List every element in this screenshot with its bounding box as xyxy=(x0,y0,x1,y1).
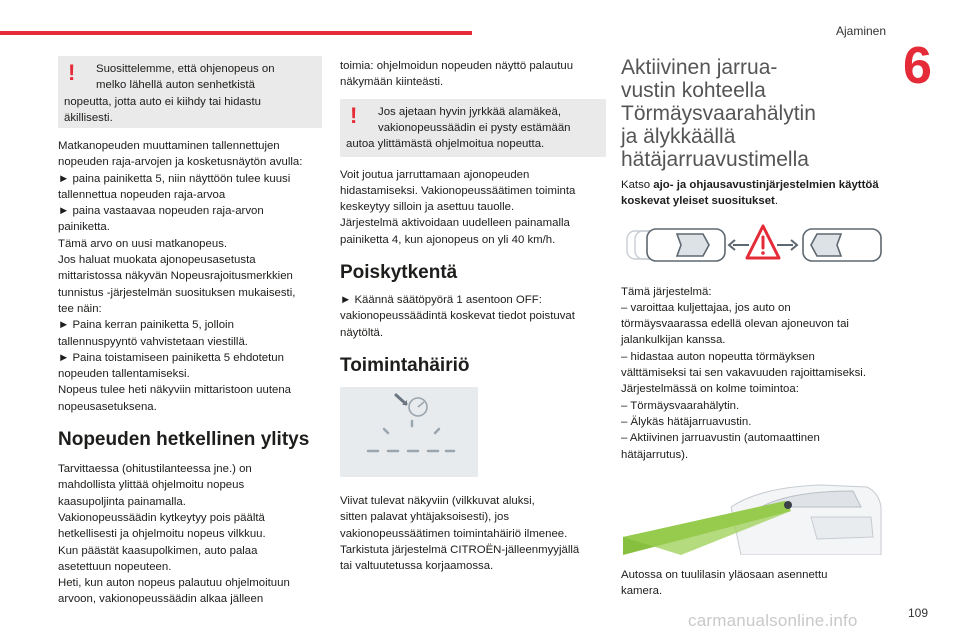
reference-link-text: ajo- ja ohjausavustinjärjestelmien käyttöä koskevat yleiset suositukset xyxy=(621,179,879,208)
text-line: kaasupoljinta painamalla. xyxy=(58,495,186,508)
warning-icon: ! xyxy=(68,60,76,85)
camera-text xyxy=(621,567,883,600)
camera-car-icon xyxy=(621,477,883,555)
column-1 xyxy=(58,56,322,608)
chapter-number: 6 xyxy=(903,37,932,95)
text-line: nopeusasetuksena. xyxy=(58,400,157,413)
text-line: asetettuun nopeuteen. xyxy=(58,560,172,573)
text-line: tunnistus -järjestelmän suosituksen mukaisesti, xyxy=(58,286,296,299)
text-line: – Törmäysvaarahälytin. xyxy=(621,399,740,412)
text-line: Tämä järjestelmä: xyxy=(621,285,712,298)
warning-line: Jos ajetaan hyvin jyrkkää alamäkeä, xyxy=(378,105,561,118)
text-line: tallennuspyyntö vahvistetaan viestillä. xyxy=(58,335,248,348)
text-line: näkymään kiinteästi. xyxy=(340,76,444,89)
text-line: – varoittaa kuljettajaa, jos auto on xyxy=(621,301,791,314)
text-line: hidastamiseksi. Vakionopeussäätimen toiminta xyxy=(340,184,576,197)
text-line: Viivat tulevat näkyviin (vilkkuvat aluksi, xyxy=(340,494,535,507)
text-line: – hidastaa auton nopeutta törmäyksen xyxy=(621,350,815,363)
text-line: toimia: ohjelmoidun nopeuden näyttö palautuu xyxy=(340,60,574,72)
text-line: mittaristossa näkyvän Nopeusrajoitusmerkkien xyxy=(58,270,293,283)
warning-box-downhill xyxy=(340,99,606,157)
text-line: ► Käännä säätöpyörä 1 asentoon OFF: xyxy=(340,294,542,307)
heading-line: ja älykkäällä xyxy=(621,125,736,148)
text-line: Heti, kun auton nopeus palautuu ohjelmoituun xyxy=(58,577,290,590)
heading-line: Aktiivinen jarrua- xyxy=(621,56,778,79)
text-line: Järjestelmä aktivoidaan uudelleen painamalla xyxy=(340,217,570,230)
reference-prefix: Katso xyxy=(621,179,654,191)
speedometer-dashes-icon xyxy=(340,387,478,477)
text-line: törmäysvaarassa edellä olevan ajoneuvon tai xyxy=(621,318,849,331)
braking-text xyxy=(340,167,606,248)
text-line: mahdollista ylittää ohjelmoitu nopeus xyxy=(58,479,245,492)
text-line: Vakionopeussäädin kytkeytyy pois päältä xyxy=(58,511,265,524)
cruise-fault-display-illustration xyxy=(340,387,478,477)
header-accent-bar xyxy=(0,31,472,35)
section-heading-active-brake xyxy=(621,56,883,171)
text-line: nopeuden raja-arvojen ja kosketusnäytön avulla: xyxy=(58,156,303,169)
warning-icon: ! xyxy=(350,102,358,128)
text-line: Voit joutua jarruttamaan ajonopeuden xyxy=(340,168,530,181)
speed-change-instructions xyxy=(58,138,322,415)
text-line: vakionopeussäädintä koskevat tiedot poistuvat xyxy=(340,310,575,323)
heading-line: hätäjarruavustimella xyxy=(621,148,809,171)
text-line: Autossa on tuulilasin yläosaan asennettu xyxy=(621,568,828,581)
text-line: välttämiseksi tai sen vakavuuden rajoittamiseksi. xyxy=(621,367,867,380)
warning-line: autoa ylittämästä ohjelmoitua nopeutta. xyxy=(346,138,545,151)
heading-line: vustin kohteella xyxy=(621,79,766,102)
text-line: Matkanopeuden muuttaminen tallennettujen xyxy=(58,140,280,152)
text-line: hetkellisesti ja ohjelmoitu nopeus vilkkuu. xyxy=(58,528,266,541)
text-line: jalankulkijan kanssa. xyxy=(621,334,726,347)
text-line: Tarkistuta järjestelmä CITROËN-jälleenmyyjällä xyxy=(340,543,580,556)
text-line: tai valtuutetussa korjaamossa. xyxy=(340,560,494,573)
text-line: Tarvittaessa (ohitustilanteessa jne.) on xyxy=(58,463,252,476)
warning-line: melko lähellä auton senhetkistä xyxy=(96,79,255,92)
car-collision-warning-icon xyxy=(621,220,883,270)
malfunction-text xyxy=(340,493,606,574)
text-line: sitten palavat yhtäjaksoisesti), jos xyxy=(340,511,510,524)
text-line: ► paina vastaavaa nopeuden raja-arvon xyxy=(58,205,264,218)
text-line: Kun päästät kaasupolkimen, auto palaa xyxy=(58,544,258,557)
text-line: ► Paina kerran painiketta 5, jolloin xyxy=(58,319,234,332)
watermark: carmanualsonline.info xyxy=(688,611,858,630)
text-line: arvoon, vakionopeussäädin alkaa jälleen xyxy=(58,593,264,606)
switch-off-text xyxy=(340,292,606,341)
system-description xyxy=(621,284,883,463)
warning-box-speed-setting xyxy=(58,56,322,128)
text-line: Jos haluat muokata ajonopeusasetusta xyxy=(58,254,256,267)
text-line: Tämä arvo on uusi matkanopeus. xyxy=(58,237,228,250)
text-line: kamera. xyxy=(621,585,663,598)
warning-line: äkillisesti. xyxy=(64,111,113,124)
windscreen-camera-illustration xyxy=(621,477,883,555)
text-line: – Aktiivinen jarruavustin (automaattinen xyxy=(621,432,820,445)
overspeed-text xyxy=(58,461,322,608)
reference-text xyxy=(621,177,883,210)
text-line: painiketta 4, kun ajonopeus on yli 40 km/h. xyxy=(340,233,556,246)
section-heading-overspeed: Nopeuden hetkellinen ylitys xyxy=(58,429,310,451)
warning-line: Suosittelemme, että ohjenopeus on xyxy=(96,63,275,75)
warning-line: nopeutta, jotta auto ei kiihdy tai hidastu xyxy=(64,95,261,108)
text-line: näytöltä. xyxy=(340,326,384,339)
text-line: nopeuden tallentamiseksi. xyxy=(58,368,190,381)
heading-line: Törmäysvaarahälytin xyxy=(621,102,816,125)
chapter-title: Ajaminen xyxy=(836,24,887,38)
text-line: hätäjarrutus). xyxy=(621,448,689,461)
column-2 xyxy=(340,56,606,574)
text-line: keskeytyy silloin ja asettuu tauolle. xyxy=(340,201,515,214)
reference-suffix: . xyxy=(774,195,779,208)
column-3 xyxy=(621,56,883,599)
text-line: – Älykäs hätäjarruavustin. xyxy=(621,415,752,428)
resume-text xyxy=(340,58,606,91)
page-number: 109 xyxy=(907,606,928,620)
text-line: Järjestelmässä on kolme toimintoa: xyxy=(621,383,799,396)
section-heading-switch-off: Poiskytkentä xyxy=(340,262,458,284)
text-line: vakionopeussäätimen toimintahäiriö ilmenee. xyxy=(340,527,568,540)
text-line: tee näin: xyxy=(58,302,102,315)
text-line: Nopeus tulee heti näkyviin mittaristoon uutena xyxy=(58,384,292,397)
text-line: painiketta. xyxy=(58,221,110,234)
text-line: tallennettua nopeuden raja-arvoa xyxy=(58,188,226,201)
section-heading-malfunction: Toimintahäiriö xyxy=(340,354,470,376)
text-line: ► paina painiketta 5, niin näyttöön tulee kuusi xyxy=(58,172,291,185)
text-line: ► Paina toistamiseen painiketta 5 ehdotetun xyxy=(58,351,284,364)
warning-line: vakionopeussäädin ei pysty estämään xyxy=(378,121,571,134)
collision-warning-illustration xyxy=(621,220,883,270)
